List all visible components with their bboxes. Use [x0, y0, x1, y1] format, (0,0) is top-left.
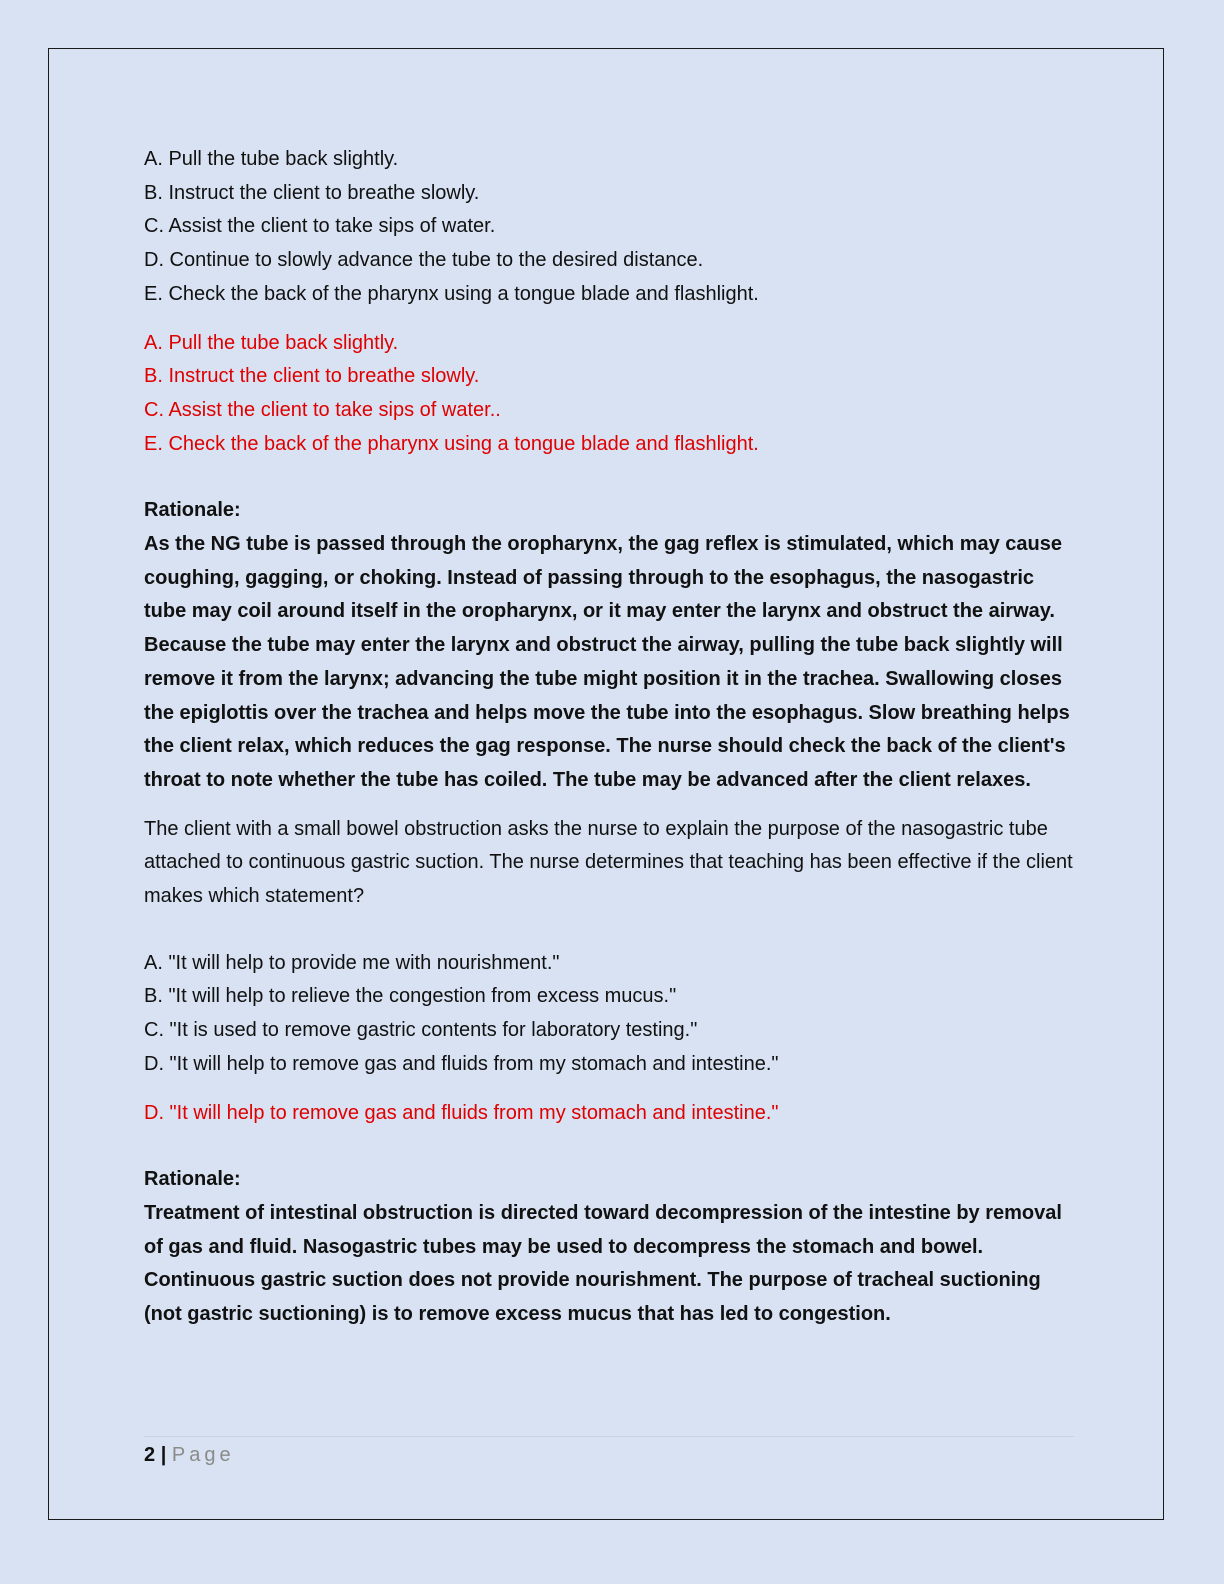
option-c: C. "It is used to remove gastric contents for laboratory testing." [144, 1019, 698, 1042]
answer-c: C. Assist the client to take sips of water.. [144, 398, 501, 421]
question1-answers [144, 327, 1079, 462]
option-b: B. "It will help to relieve the congestion from excess mucus." [144, 985, 677, 1008]
option-a: A. "It will help to provide me with nourishment." [144, 951, 560, 974]
option-a: A. Pull the tube back slightly. [144, 148, 399, 170]
option-b: B. Instruct the client to breathe slowly. [144, 181, 480, 204]
answer-e: E. Check the back of the pharynx using a tongue blade and flashlight. [144, 432, 759, 455]
rationale-heading: Rationale: [144, 499, 241, 522]
page-indicator [144, 1441, 235, 1469]
question2-answer: D. "It will help to remove gas and fluids from my stomach and intestine." [144, 1101, 779, 1124]
question2-rationale [144, 1163, 1079, 1332]
option-d: D. Continue to slowly advance the tube to the desired distance. [144, 249, 704, 272]
question2-options [144, 947, 1079, 1082]
question1-options [144, 143, 1079, 312]
page-number: 2 [144, 1444, 156, 1466]
answer-a: A. Pull the tube back slightly. [144, 331, 399, 354]
option-e: E. Check the back of the pharynx using a tongue blade and flashlight. [144, 282, 759, 305]
question2-stem: The client with a small bowel obstruction asks the nurse to explain the purpose of the nasogastric tube attached to continuous gastric suction. The nurse determines that teaching has been effective if the client makes which statement? [144, 817, 1073, 908]
footer-separator: | [160, 1444, 167, 1466]
page-footer [144, 1436, 1074, 1466]
option-d: D. "It will help to remove gas and fluids from my stomach and intestine." [144, 1052, 779, 1075]
question1-rationale [144, 494, 1079, 797]
rationale-text: As the NG tube is passed through the oropharynx, the gag reflex is stimulated, which may cause coughing, gagging, or choking. Instead of passing through to the esophagus, the nasogastric tube may coil around itself in the oropharynx, or it may enter the larynx and obstruct the airway. Because the tube may enter the larynx and obstruct the airway, pulling the tube back slightly will remove it from the larynx; advancing the tube might position it in the trachea. Swallowing closes the epiglottis over the trachea and helps move the tube into the esophagus. Slow breathing helps the client relax, which reduces the gag response. The nurse should check the back of the client's throat to note whether the tube has coiled. The tube may be advanced after the client relaxes. [144, 533, 1070, 791]
rationale-text: Treatment of intestinal obstruction is directed toward decompression of the intestine by removal of gas and fluid. Nasogastric tubes may be used to decompress the stomach and bowel. Continuous gastric suction does not provide nourishment. The purpose of tracheal suctioning (not gastric suctioning) is to remove excess mucus that has led to congestion. [144, 1201, 1062, 1326]
answer-b: B. Instruct the client to breathe slowly. [144, 365, 480, 388]
document-body [144, 143, 1079, 1332]
option-c: C. Assist the client to take sips of water. [144, 215, 496, 238]
page-label: Page [171, 1444, 235, 1466]
rationale-heading: Rationale: [144, 1168, 241, 1191]
